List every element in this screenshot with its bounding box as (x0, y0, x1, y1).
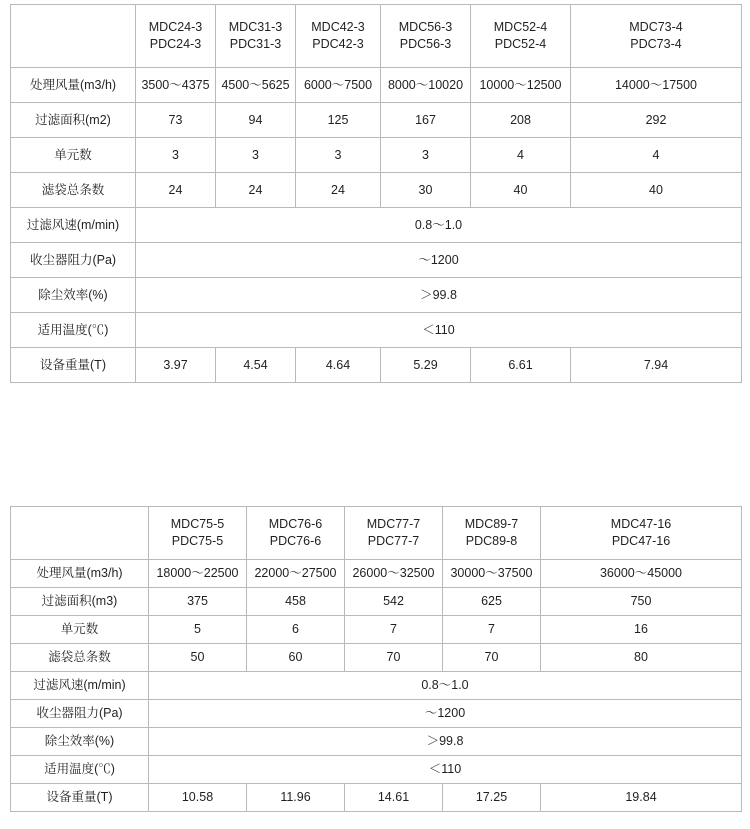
cell-value: 542 (345, 588, 443, 616)
cell-value: 30 (381, 173, 471, 208)
table-row (11, 208, 742, 243)
model-code-secondary: PDC77-7 (367, 534, 420, 548)
cell-value: 167 (381, 103, 471, 138)
cell-value: 36000～45000 (541, 560, 742, 588)
model-column-header (247, 507, 345, 560)
table-header-row (11, 5, 742, 68)
model-code-secondary: PDC73-4 (630, 37, 682, 51)
cell-value: 73 (136, 103, 216, 138)
cell-value: 22000～27500 (247, 560, 345, 588)
cell-value: 3 (296, 138, 381, 173)
cell-value: 50 (149, 644, 247, 672)
model-column-header (541, 507, 742, 560)
cell-value: 4.64 (296, 348, 381, 383)
cell-value: 40 (471, 173, 571, 208)
row-label: 适用温度(℃) (11, 756, 149, 784)
row-label: 单元数 (11, 616, 149, 644)
cell-value-merged: 0.8～1.0 (136, 208, 742, 243)
cell-value: 80 (541, 644, 742, 672)
model-code-primary: MDC73-4 (629, 20, 683, 35)
cell-value: 94 (216, 103, 296, 138)
cell-value: 7 (345, 616, 443, 644)
cell-value-merged: ～1200 (149, 700, 742, 728)
model-code-primary: MDC56-3 (398, 20, 453, 35)
table-row (11, 138, 742, 173)
cell-value: 18000～22500 (149, 560, 247, 588)
cell-value: 10000～12500 (471, 68, 571, 103)
cell-value: 70 (345, 644, 443, 672)
model-column-header (571, 5, 742, 68)
cell-value: 24 (136, 173, 216, 208)
model-code-primary: MDC42-3 (311, 20, 365, 35)
table-row (11, 103, 742, 138)
row-label: 除尘效率(%) (11, 278, 136, 313)
table-row (11, 644, 742, 672)
cell-value: 4.54 (216, 348, 296, 383)
model-code-secondary: PDC76-6 (269, 534, 322, 548)
cell-value: 4500～5625 (216, 68, 296, 103)
row-label: 收尘器阻力(Pa) (11, 243, 136, 278)
table-row (11, 68, 742, 103)
cell-value: 375 (149, 588, 247, 616)
cell-value-merged: ＞99.8 (136, 278, 742, 313)
cell-value: 7.94 (571, 348, 742, 383)
dust-collector-spec-table-lower (10, 506, 742, 812)
cell-value: 6000～7500 (296, 68, 381, 103)
table-row (11, 173, 742, 208)
cell-value: 750 (541, 588, 742, 616)
cell-value: 19.84 (541, 784, 742, 812)
cell-value: 4 (571, 138, 742, 173)
table-row (11, 616, 742, 644)
cell-value: 292 (571, 103, 742, 138)
model-code-secondary: PDC31-3 (229, 37, 282, 51)
cell-value: 3 (136, 138, 216, 173)
model-column-header (471, 5, 571, 68)
row-label: 过滤风速(m/min) (11, 208, 136, 243)
model-column-header (149, 507, 247, 560)
model-code-secondary: PDC52-4 (494, 37, 547, 51)
row-label: 单元数 (11, 138, 136, 173)
cell-value: 26000～32500 (345, 560, 443, 588)
cell-value: 70 (443, 644, 541, 672)
cell-value: 14000～17500 (571, 68, 742, 103)
cell-value-merged: ＞99.8 (149, 728, 742, 756)
dust-collector-spec-table-upper (10, 4, 742, 383)
cell-value: 17.25 (443, 784, 541, 812)
model-code-primary: MDC77-7 (366, 517, 421, 532)
header-corner-cell (11, 507, 149, 560)
model-code-secondary: PDC89-8 (465, 534, 518, 548)
table-row (11, 756, 742, 784)
model-column-header (381, 5, 471, 68)
model-code-primary: MDC52-4 (493, 20, 548, 35)
row-label: 处理风量(m3/h) (11, 560, 149, 588)
row-label: 除尘效率(%) (11, 728, 149, 756)
cell-value: 24 (216, 173, 296, 208)
row-label: 设备重量(T) (11, 348, 136, 383)
model-code-secondary: PDC75-5 (171, 534, 224, 548)
cell-value: 30000～37500 (443, 560, 541, 588)
model-code-primary: MDC75-5 (170, 517, 225, 532)
cell-value: 458 (247, 588, 345, 616)
row-label: 适用温度(℃) (11, 313, 136, 348)
cell-value-merged: ～1200 (136, 243, 742, 278)
cell-value: 14.61 (345, 784, 443, 812)
table-row (11, 784, 742, 812)
model-code-primary: MDC76-6 (268, 517, 323, 532)
cell-value: 6.61 (471, 348, 571, 383)
table-row (11, 313, 742, 348)
row-label: 设备重量(T) (11, 784, 149, 812)
cell-value: 10.58 (149, 784, 247, 812)
cell-value: 11.96 (247, 784, 345, 812)
row-label: 过滤风速(m/min) (11, 672, 149, 700)
cell-value: 7 (443, 616, 541, 644)
cell-value: 4 (471, 138, 571, 173)
cell-value: 3 (381, 138, 471, 173)
row-label: 收尘器阻力(Pa) (11, 700, 149, 728)
model-column-header (443, 507, 541, 560)
cell-value: 125 (296, 103, 381, 138)
table-row (11, 243, 742, 278)
cell-value: 40 (571, 173, 742, 208)
cell-value-merged: 0.8～1.0 (149, 672, 742, 700)
row-label: 过滤面积(m3) (11, 588, 149, 616)
table-row (11, 728, 742, 756)
model-column-header (136, 5, 216, 68)
table-header-row (11, 507, 742, 560)
model-code-primary: MDC89-7 (464, 517, 519, 532)
cell-value-merged: ＜110 (149, 756, 742, 784)
cell-value: 3 (216, 138, 296, 173)
row-label: 滤袋总条数 (11, 644, 149, 672)
cell-value: 3500～4375 (136, 68, 216, 103)
table-row (11, 278, 742, 313)
cell-value: 625 (443, 588, 541, 616)
cell-value: 6 (247, 616, 345, 644)
cell-value: 5.29 (381, 348, 471, 383)
cell-value: 16 (541, 616, 742, 644)
cell-value: 60 (247, 644, 345, 672)
model-code-secondary: PDC56-3 (399, 37, 452, 51)
model-code-secondary: PDC42-3 (312, 37, 364, 51)
cell-value: 24 (296, 173, 381, 208)
model-code-primary: MDC31-3 (228, 20, 283, 35)
row-label: 过滤面积(m2) (11, 103, 136, 138)
model-column-header (216, 5, 296, 68)
model-column-header (296, 5, 381, 68)
cell-value-merged: ＜110 (136, 313, 742, 348)
table-row (11, 700, 742, 728)
header-corner-cell (11, 5, 136, 68)
cell-value: 3.97 (136, 348, 216, 383)
table-row (11, 588, 742, 616)
table-row (11, 672, 742, 700)
table-row (11, 348, 742, 383)
table-row (11, 560, 742, 588)
model-code-primary: MDC47-16 (610, 517, 672, 532)
model-code-secondary: PDC47-16 (611, 534, 671, 548)
row-label: 处理风量(m3/h) (11, 68, 136, 103)
model-code-primary: MDC24-3 (148, 20, 203, 35)
cell-value: 208 (471, 103, 571, 138)
cell-value: 8000～10020 (381, 68, 471, 103)
cell-value: 5 (149, 616, 247, 644)
model-column-header (345, 507, 443, 560)
row-label: 滤袋总条数 (11, 173, 136, 208)
model-code-secondary: PDC24-3 (149, 37, 202, 51)
